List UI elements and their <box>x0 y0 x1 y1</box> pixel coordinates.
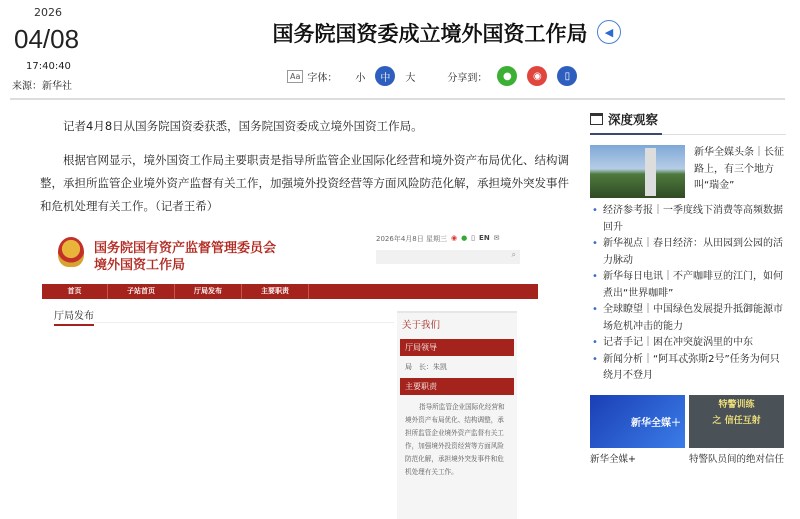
font-large-button[interactable]: 大 <box>405 72 416 84</box>
section-title: 厅局发布 <box>54 307 94 326</box>
leaders-heading: 厅局领导 <box>400 339 514 356</box>
tile-caption: 特警队员间的绝对信任 <box>689 453 785 465</box>
duties-text: 指导所监管企业国际化经营和境外资产布局优化、结构调整，承担所监管企业境外资产监督有关工作，加强境外投资经营等方面风险防范化解，承担境外突发事件和危机处理有关工作。 <box>405 403 505 476</box>
site-search-input[interactable]: ⌕ <box>376 250 520 264</box>
english-link[interactable]: EN <box>479 234 490 242</box>
page-title: 国务院国资委成立境外国资工作局 <box>272 22 588 46</box>
article-paragraph: 根据官网显示，境外国资工作局主要职责是指导所监管企业国际化经营和境外资产布局优化、结构调整，承担所监管企业境外资产监督有关工作，加强境外投资经营等方面风险防范化解，承担境外突发事件和危机处理有关工作。（记者王希） <box>40 153 569 213</box>
news-item[interactable]: • 全球瞭望｜中国绿色发展提升抵御能源市场危机冲击的能力 <box>590 302 786 335</box>
font-size-icon: Aa <box>287 70 303 83</box>
national-emblem-icon <box>58 237 84 267</box>
source: 来源：新华社 <box>12 81 72 92</box>
bureau-name: 境外国资工作局 <box>94 258 186 273</box>
org-name: 国务院国有资产监督管理委员会 <box>94 241 277 256</box>
panel-icon <box>590 113 603 125</box>
mail-icon[interactable]: ✉ <box>493 234 500 242</box>
video-banner: 特警训练 之 信任互射 <box>689 395 784 448</box>
wechat-share-icon[interactable]: ● <box>497 66 517 86</box>
mobile-icon[interactable]: ▯ <box>471 234 476 242</box>
news-item[interactable]: • 记者手记｜困在冲突旋涡里的中东 <box>590 335 786 352</box>
nav-item[interactable]: 主要职责 <box>242 284 309 299</box>
font-medium-button[interactable]: 中 <box>375 66 395 86</box>
font-share-toolbar <box>287 66 577 86</box>
nav-item[interactable]: 子站首页 <box>108 284 175 299</box>
speaker-icon[interactable]: ◀ <box>597 20 621 44</box>
duties-heading: 主要职责 <box>400 378 514 395</box>
year: 2026 <box>34 6 62 19</box>
feature-link[interactable]: 新华全媒头条｜长征路上，有三个地方叫“瑞金” <box>694 147 784 191</box>
about-panel <box>397 311 517 519</box>
weibo-share-icon[interactable]: ◉ <box>527 66 547 86</box>
phone-share-icon[interactable]: ▯ <box>557 66 577 86</box>
divider <box>10 98 785 100</box>
wechat-icon[interactable]: ● <box>461 234 468 242</box>
share-label: 分享到： <box>447 72 488 84</box>
news-item[interactable]: • 新闻分析｜“阿耳忒弥斯2号”任务为何只绕月不登月 <box>590 352 786 385</box>
nav-item[interactable]: 厅局发布 <box>175 284 242 299</box>
font-small-button[interactable]: 小 <box>355 72 366 84</box>
tile-caption: 新华全媒+ <box>590 453 636 465</box>
feature-image[interactable] <box>590 145 685 198</box>
embedded-screenshot <box>40 225 540 519</box>
sidebar-title: 深度观察 <box>608 112 659 127</box>
xinhua-banner: 新华全媒＋ <box>590 395 685 448</box>
news-item[interactable]: • 经济参考报｜一季度线下消费等高频数据回升 <box>590 203 786 236</box>
leader: 局 长：朱凯 <box>405 363 447 371</box>
tile-video[interactable] <box>689 395 784 465</box>
article-paragraph: 记者4月8日从国务院国资委获悉，国务院国资委成立境外国资工作局。 <box>63 119 423 133</box>
tile-xinhua[interactable] <box>590 395 685 465</box>
sidebar <box>590 110 786 465</box>
news-item[interactable]: • 新华视点｜春日经济：从田园到公园的活力脉动 <box>590 236 786 269</box>
date: 04/08 <box>14 24 80 54</box>
site-nav <box>42 284 538 299</box>
weibo-icon[interactable]: ◉ <box>450 234 458 242</box>
site-date: 2026年4月8日 星期三 <box>376 235 447 243</box>
news-item[interactable]: • 新华每日电讯｜不产咖啡豆的江门，如何煮出“世界咖啡” <box>590 269 786 302</box>
about-title: 关于我们 <box>402 320 441 331</box>
font-label: 字体： <box>307 72 338 84</box>
time: 17:40:40 <box>26 61 71 72</box>
nav-item[interactable]: 首页 <box>42 284 108 299</box>
